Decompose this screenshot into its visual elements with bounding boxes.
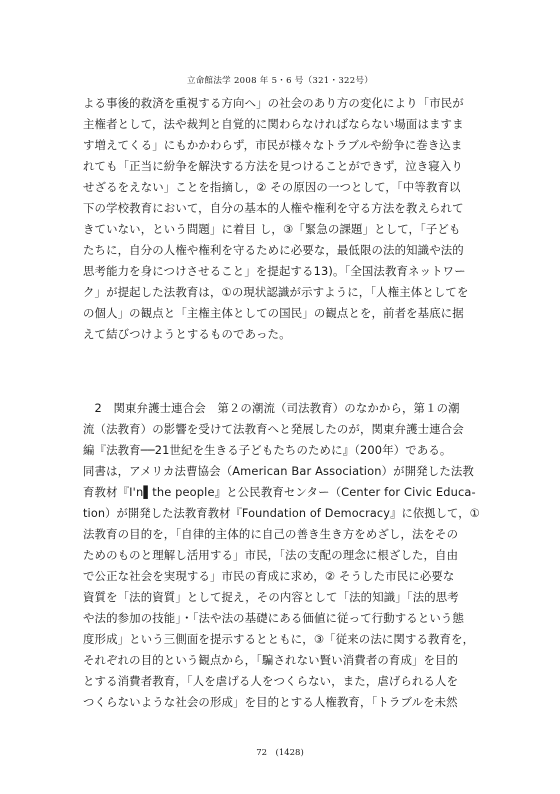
text-line: 育教材『I'n▌the people』と公民教育センター（Center for Civic Educa- xyxy=(83,485,476,499)
text-line: 編『法教育──21世紀を生きる子どもたちのために』（200年）である。 xyxy=(83,443,452,457)
text-line: それぞれの目的という観点から，「騙されない賢い消費者の育成」を目的 xyxy=(83,653,459,667)
text-line: 度形成」という三側面を提示するとともに，③「従来の法に関する教育を， xyxy=(83,632,475,646)
text-line: 下の学校教育において，自分の基本的人権や権利を守る方法を教えられて xyxy=(83,201,464,215)
text-line: たちに，自分の人権や権利を守るために必要な，最低限の法的知識や法的 xyxy=(83,243,464,257)
text-line: tion）が開発した法教育教材『Foundation of Democracy』に依拠して，① xyxy=(83,506,480,520)
text-line: 資質を「法的資質」として捉え，その内容として「法的知識」「法的思考 xyxy=(83,590,459,604)
text-line: の個人」の観点と「主権主体としての国民」の観点とを，前者を基底に据 xyxy=(83,306,464,320)
text-line: 2 関東弁護士連合会 第２の潮流（司法教育）のなかから，第１の潮 xyxy=(83,401,460,415)
text-line: せざるをえない」ことを指摘し，② その原因の一つとして，「中等教育以 xyxy=(83,180,461,194)
text-line: 法教育の目的を，「自律的主体的に自己の善き生き方をめざし，法をその xyxy=(83,527,459,541)
text-line: きていない，という問題」に着目 し，③「緊急の課題」として，「子ども xyxy=(83,222,461,236)
text-line: えて結びつけようとするものであった。 xyxy=(83,327,291,341)
text-line: つくらないような社会の形成」を目的とする人権教育，「トラブルを未然 xyxy=(83,695,458,709)
text-line: よる事後的救済を重視する方向へ」の社会のあり方の変化により「市民が xyxy=(83,96,464,110)
text-line: 主権者として，法や裁判と自覚的に関わらなければならない場面はますま xyxy=(83,117,464,131)
page-number: 72 (1428) xyxy=(256,748,304,758)
text-line: で公正な社会を実現する」市民の育成に求め，② そうした市民に必要な xyxy=(83,569,455,583)
text-line: や法的参加の技能」・「法や法の基礎にある価値に従って行動するという態 xyxy=(83,611,464,625)
text-line: ためのものと理解し活用する」市民，「法の支配の理念に根ざした，自由 xyxy=(83,548,459,562)
text-line: 思考能力を身につけさせること」を提起する13)。「全国法教育ネットワー xyxy=(83,264,466,278)
text-line: ク」が提起した法教育は，①の現状認識が示すように，「人権主体としてを xyxy=(83,285,469,299)
text-line: とする消費者教育，「人を虐げる人をつくらない，また，虐げられる人を xyxy=(83,674,459,688)
text-line: す増えてくる」にもかかわらず，市民が様々なトラブルや紛争に巻き込ま xyxy=(83,138,463,152)
text-line: 流（法教育）の影響を受けて法教育へと発展したのが，関東弁護士連合会 xyxy=(83,422,464,436)
text-line: 同書は，アメリカ法曹協会（American Bar Association）が開発した法教 xyxy=(83,464,474,478)
running-header: 立命館法学 2008 年 5・6 号（321・322号） xyxy=(186,76,374,86)
text-line: れても「正当に紛争を解決する方法を見つけることができず，泣き寝入り xyxy=(83,159,463,173)
